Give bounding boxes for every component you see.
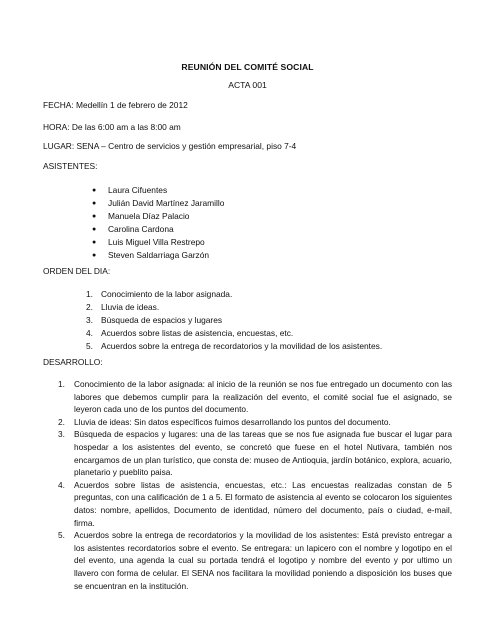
agenda-item: 2. Lluvia de ideas. — [86, 302, 160, 312]
agenda-item: 4. Acuerdos sobre listas de asistencia, encuestas, etc. — [86, 328, 294, 338]
attendee-item: ● Laura Cifuentes — [92, 185, 168, 195]
document-title: REUNIÓN DEL COMITÉ SOCIAL — [181, 62, 314, 72]
desarrollo-item: 2. Lluvia de ideas: Sin datos específicos fuimos desarrollando los puntos del documento. — [58, 416, 391, 427]
agenda-item: 5. Acuerdos sobre la entrega de recordatorios y la movilidad de los asistentes. — [86, 341, 383, 351]
desarrollo-item: 5. Acuerdos sobre la entrega de recordatorios y la movilidad de los asistentes: Está previsto entregar a los asistentes recordatorios sobre el evento. Se entregara: un lapicero con el nombre y logotipo en el del evento, una agenda la cual su portada tendrá el logotipo y nombre del evento y por ultimo un llavero con forma de celular. El SENA nos facilitara la movilidad poniendo a disposición los buses que se encuentran en la institución. — [58, 530, 452, 591]
desarrollo-list — [58, 378, 452, 592]
attendee-item: ● Carolina Cardona — [92, 224, 174, 234]
bullet-icon: ● — [92, 200, 97, 207]
desarrollo-item: 4. Acuerdos sobre listas de asistencia, encuestas, etc.: Las encuestas realizadas constan de 5 preguntas, con una calificación de 1 a 5. El formato de asistencia al evento se colocaron los siguientes datos: nombre, apellidos, Documento de identidad, número del documento, país o ciudad, e-mail, firma. — [58, 479, 452, 528]
attendee-item: ● Manuela Díaz Palacio — [92, 211, 190, 221]
attendee-item: ● Julián David Martínez Jaramillo — [92, 198, 225, 208]
attendee-item: ● Luis Miguel Villa Restrepo — [92, 237, 205, 247]
desarrollo-item: 1. Conocimiento de la labor asignada: al inicio de la reunión se nos fue entregado un documento con las labores que debemos cumplir para la realización del evento, el comité social fue el asignado, se leyeron cada uno de los puntos del documento. — [58, 379, 452, 415]
acta-number: ACTA 001 — [228, 80, 267, 90]
desarrollo-item: 3. Búsqueda de espacios y lugares: una de las tareas que se nos fue asignada fue buscar el lugar para hospedar a los asistentes del evento, se concretó que fuese en el hotel Nutivara, también nos encargamos de un plan turístico, que consta de: museo de Antioquia, jardín botánico, explora, acuario, planetario y pueblito paisa. — [58, 429, 452, 478]
bullet-icon: ● — [92, 252, 97, 259]
bullet-icon: ● — [92, 213, 97, 220]
asistentes-label: ASISTENTES: — [43, 161, 98, 171]
attendee-item: ● Steven Saldarriaga Garzón — [92, 250, 210, 260]
bullet-icon: ● — [92, 187, 97, 194]
bullet-icon: ● — [92, 239, 97, 246]
hora-line: HORA: De las 6:00 am a las 8:00 am — [43, 122, 181, 132]
attendees-list — [92, 184, 224, 262]
fecha-line: FECHA: Medellín 1 de febrero de 2012 — [43, 100, 188, 110]
orden-label: ORDEN DEL DIA: — [43, 266, 111, 276]
bullet-icon: ● — [92, 226, 97, 233]
desarrollo-label: DESARROLLO: — [43, 357, 103, 367]
lugar-line: LUGAR: SENA – Centro de servicios y gestión empresarial, piso 7-4 — [43, 141, 297, 151]
agenda-item: 3. Búsqueda de espacios y lugares — [86, 315, 223, 325]
agenda-item: 1. Conocimiento de la labor asignada. — [86, 289, 233, 299]
agenda-list — [86, 288, 382, 353]
